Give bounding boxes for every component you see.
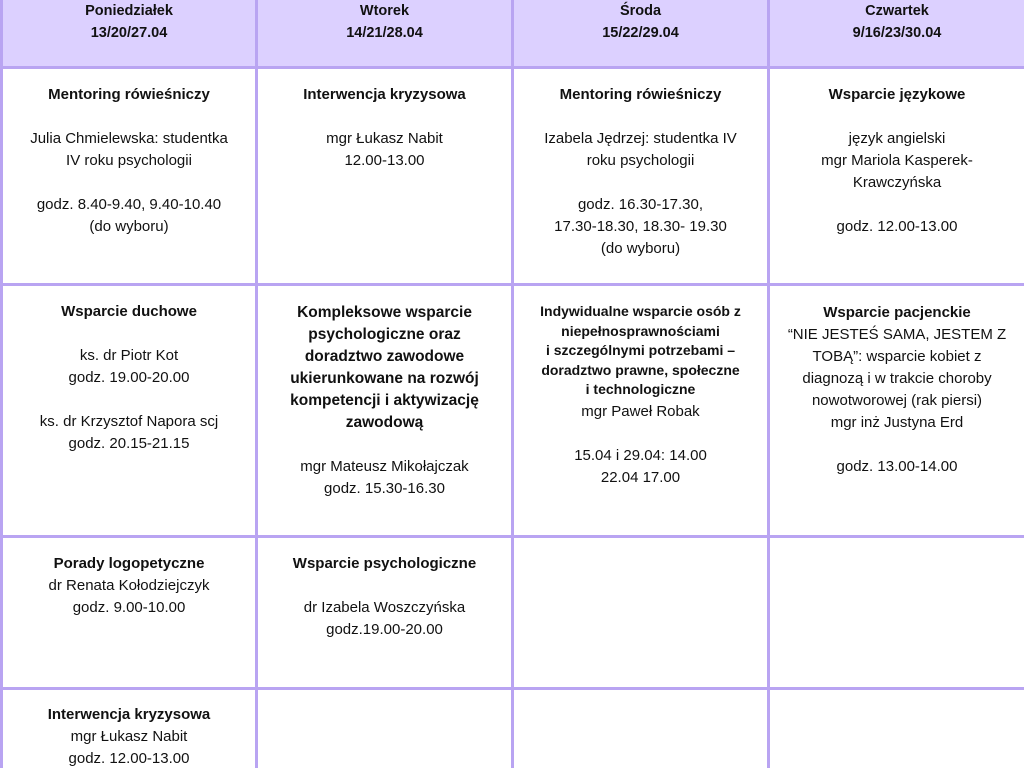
header-thursday [770, 0, 1024, 66]
cell-title-line: doradztwo prawne, społeczne [541, 361, 740, 378]
cell-r4-tuesday [258, 690, 511, 780]
header-dates: 9/16/23/30.04 [852, 25, 942, 41]
cell-title: Wsparcie pacjenckie [823, 304, 971, 321]
cell-line: ks. dr Krzysztof Napora scj [39, 413, 219, 430]
cell-r4-thursday [770, 690, 1024, 780]
cell-line: godz. 12.00-13.00 [68, 750, 190, 767]
cell-r1-thursday [770, 69, 1024, 283]
cell-line: godz. 13.00-14.00 [836, 458, 958, 475]
header-dates: 13/20/27.04 [90, 25, 168, 41]
cell-line: godz. 15.30-16.30 [324, 480, 445, 497]
cell-line: godz. 9.00-10.00 [72, 599, 186, 616]
cell-r3-tuesday [258, 538, 511, 687]
header-dates: 14/21/28.04 [346, 25, 423, 41]
cell-line: dr Izabela Woszczyńska [303, 599, 466, 616]
cell-line: 15.04 i 29.04: 14.00 [574, 446, 707, 464]
cell-line: mgr Paweł Robak [581, 402, 700, 420]
cell-line: “NIE JESTEŚ SAMA, JESTEM Z [787, 326, 1007, 343]
cell-line: 17.30-18.30, 18.30- 19.30 [554, 218, 727, 235]
cell-r4-monday [3, 690, 255, 780]
header-wednesday [514, 0, 767, 66]
cell-title: Interwencja kryzysowa [47, 706, 211, 723]
cell-r2-wednesday [514, 286, 767, 535]
cell-line: godz. 19.00-20.00 [68, 369, 190, 386]
cell-title-line: Kompleksowe wsparcie [297, 304, 472, 321]
cell-r4-wednesday [514, 690, 767, 780]
cell-line: mgr Łukasz Nabit [326, 130, 443, 147]
cell-r1-monday [3, 69, 255, 283]
cell-line: 22.04 17.00 [600, 468, 681, 486]
cell-title-line: kompetencji i aktywizację [290, 392, 479, 409]
cell-line: mgr inż Justyna Erd [830, 414, 964, 431]
cell-title-line: i technologiczne [585, 381, 696, 397]
cell-line: godz. 8.40-9.40, 9.40-10.40 [36, 196, 222, 213]
cell-title: Interwencja kryzysowa [303, 86, 466, 103]
cell-r1-tuesday [258, 69, 511, 283]
cell-title-line: psychologiczne oraz [308, 326, 461, 343]
cell-line: Izabela Jędrzej: studentka IV [544, 130, 737, 147]
cell-line: godz. 20.15-21.15 [68, 435, 190, 452]
cell-line: ks. dr Piotr Kot [79, 347, 179, 364]
cell-line: (do wyboru) [89, 218, 169, 235]
header-day: Wtorek [359, 3, 410, 19]
cell-line: nowotworowej (rak piersi) [811, 392, 983, 409]
cell-r1-wednesday [514, 69, 767, 283]
cell-r2-thursday [770, 286, 1024, 535]
cell-title-line: doradztwo zawodowe [304, 348, 465, 365]
cell-title-line: ukierunkowane na rozwój [290, 370, 479, 387]
cell-title: Wsparcie psychologiczne [292, 555, 477, 572]
cell-title-line: niepełnosprawnościami [561, 322, 720, 339]
cell-r3-thursday [770, 538, 1024, 687]
cell-line: mgr Łukasz Nabit [70, 728, 188, 745]
cell-title-line: Indywidualne wsparcie osób z [540, 303, 741, 319]
cell-line: mgr Mariola Kasperek- [821, 152, 973, 169]
cell-line: godz. 16.30-17.30, [577, 196, 704, 213]
cell-title: Wsparcie językowe [828, 86, 966, 103]
cell-line: Krawczyńska [852, 174, 942, 191]
cell-line: język angielski [848, 130, 946, 147]
cell-r3-monday [3, 538, 255, 687]
cell-title: Mentoring rówieśniczy [48, 86, 210, 103]
cell-line: 12.00-13.00 [344, 152, 425, 169]
header-day: Czwartek [865, 3, 929, 19]
cell-line: roku psychologii [586, 152, 695, 169]
cell-r3-wednesday [514, 538, 767, 687]
header-dates: 15/22/29.04 [602, 25, 679, 41]
cell-r2-tuesday [258, 286, 511, 535]
cell-line: godz. 12.00-13.00 [836, 218, 958, 235]
cell-line: (do wyboru) [600, 240, 681, 257]
cell-title-line: i szczególnymi potrzebami – [545, 342, 736, 358]
cell-title: Wsparcie duchowe [61, 303, 197, 320]
cell-line: Julia Chmielewska: studentka [30, 130, 228, 147]
header-day: Poniedziałek [85, 3, 173, 19]
header-day: Środa [619, 3, 662, 19]
cell-line: IV roku psychologii [66, 152, 192, 169]
cell-title-line: zawodową [345, 414, 424, 431]
cell-line: diagnozą i w trakcie choroby [802, 370, 992, 387]
header-monday [3, 0, 255, 66]
cell-r2-monday [3, 286, 255, 535]
cell-line: mgr Mateusz Mikołajczak [300, 458, 469, 475]
cell-title: Mentoring rówieśniczy [559, 86, 722, 103]
cell-line: godz.19.00-20.00 [326, 621, 443, 638]
cell-line: TOBĄ”: wsparcie kobiet z [812, 348, 982, 365]
cell-title: Porady logopetyczne [53, 555, 205, 572]
cell-line: dr Renata Kołodziejczyk [48, 577, 210, 594]
header-tuesday [258, 0, 511, 66]
